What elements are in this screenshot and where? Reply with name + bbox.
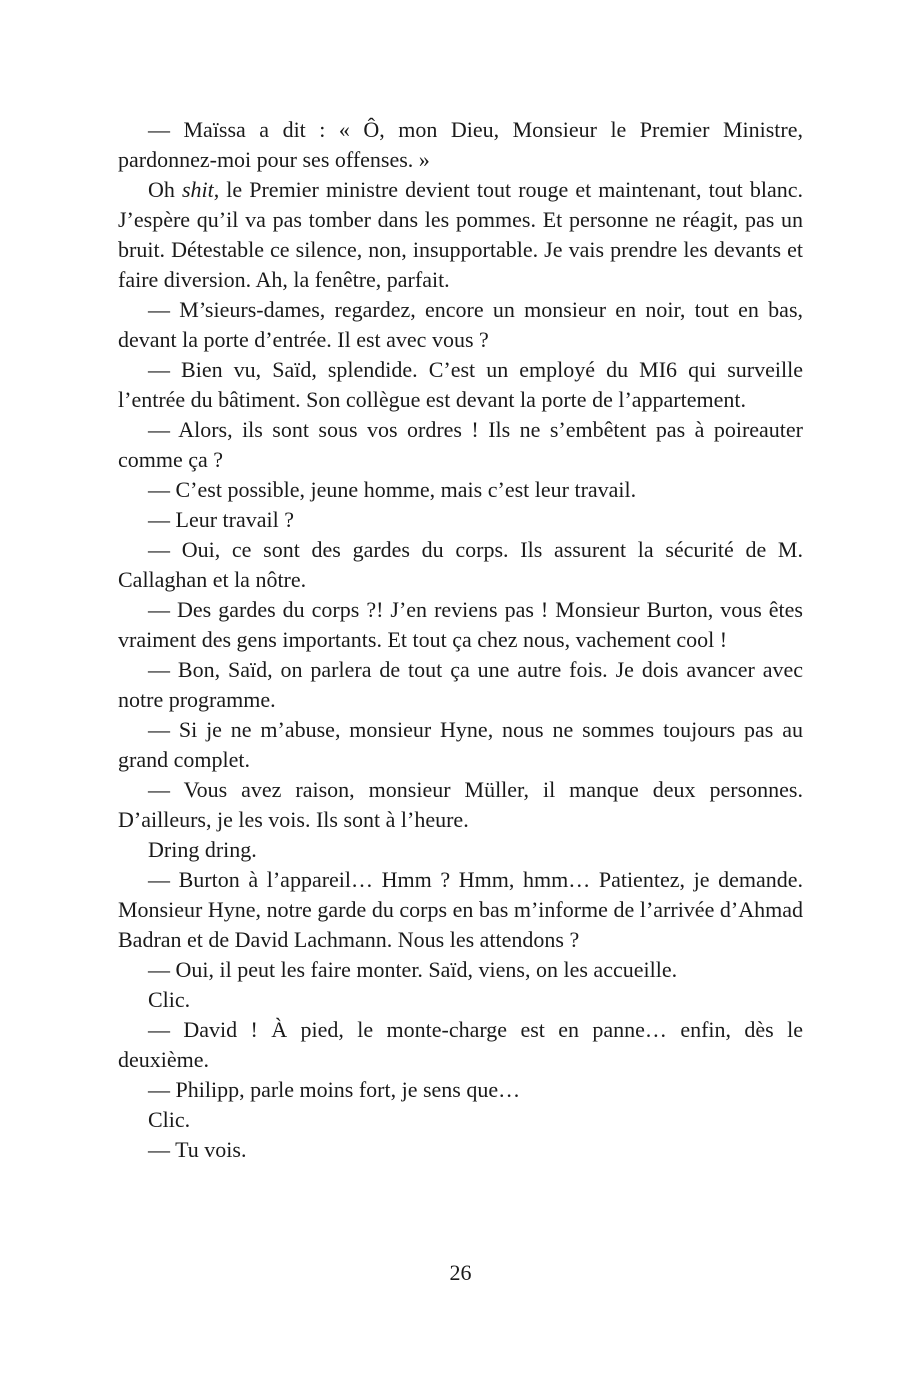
page-number: 26 <box>449 1260 472 1285</box>
paragraph: — Oui, ce sont des gardes du corps. Ils assurent la sécurité de M. Callaghan et la nôtre. <box>118 537 803 592</box>
paragraph: Dring dring. <box>148 837 257 862</box>
paragraph <box>118 175 803 295</box>
paragraph: — Alors, ils sont sous vos ordres ! Ils ne s’embêtent pas à poireauter comme ça ? <box>118 417 803 472</box>
paragraph-text: , le Premier ministre devient tout rouge et maintenant, tout blanc. J’espère qu’il va pas tomber dans les pommes. Et personne ne réagit, pas un bruit. Détestable ce silence, non, insupportable. Je vais prendre les devants et faire diversion. Ah, la fenêtre, parfait. <box>118 177 803 292</box>
page-body <box>118 115 803 1165</box>
paragraph: — Burton à l’appareil… Hmm ? Hmm, hmm… Patientez, je demande. Monsieur Hyne, notre garde du corps en bas m’informe de l’arrivée d’Ahmad Badran et de David Lachmann. Nous les attendons ? <box>118 867 803 952</box>
italic-word: shit <box>181 177 214 202</box>
paragraph: Clic. <box>148 987 191 1012</box>
paragraph: — Leur travail ? <box>148 507 294 532</box>
paragraph: — Vous avez raison, monsieur Müller, il manque deux personnes. D’ailleurs, je les vois. Ils sont à l’heure. <box>118 777 803 832</box>
paragraph: — Bon, Saïd, on parlera de tout ça une autre fois. Je dois avancer avec notre programme. <box>118 657 803 712</box>
paragraph: — Oui, il peut les faire monter. Saïd, viens, on les accueille. <box>148 957 678 982</box>
paragraph: — C’est possible, jeune homme, mais c’est leur travail. <box>148 477 637 502</box>
paragraph: — Si je ne m’abuse, monsieur Hyne, nous ne sommes toujours pas au grand complet. <box>118 717 803 772</box>
paragraph: — M’sieurs-dames, regardez, encore un monsieur en noir, tout en bas, devant la porte d’entrée. Il est avec vous ? <box>118 297 803 352</box>
paragraph-text: Oh <box>148 177 182 202</box>
paragraph: — Tu vois. <box>148 1137 247 1162</box>
paragraph: — David ! À pied, le monte-charge est en panne… enfin, dès le deuxième. <box>118 1017 803 1072</box>
paragraph: Clic. <box>148 1107 191 1132</box>
paragraph: — Maïssa a dit : « Ô, mon Dieu, Monsieur le Premier Ministre, pardonnez-moi pour ses offenses. » <box>118 117 803 172</box>
paragraph: — Des gardes du corps ?! J’en reviens pas ! Monsieur Burton, vous êtes vraiment des gens importants. Et tout ça chez nous, vachement cool ! <box>118 597 803 652</box>
paragraph: — Bien vu, Saïd, splendide. C’est un employé du MI6 qui surveille l’entrée du bâtiment. Son collègue est devant la porte de l’appartement. <box>118 357 803 412</box>
paragraph: — Philipp, parle moins fort, je sens que… <box>148 1077 521 1102</box>
